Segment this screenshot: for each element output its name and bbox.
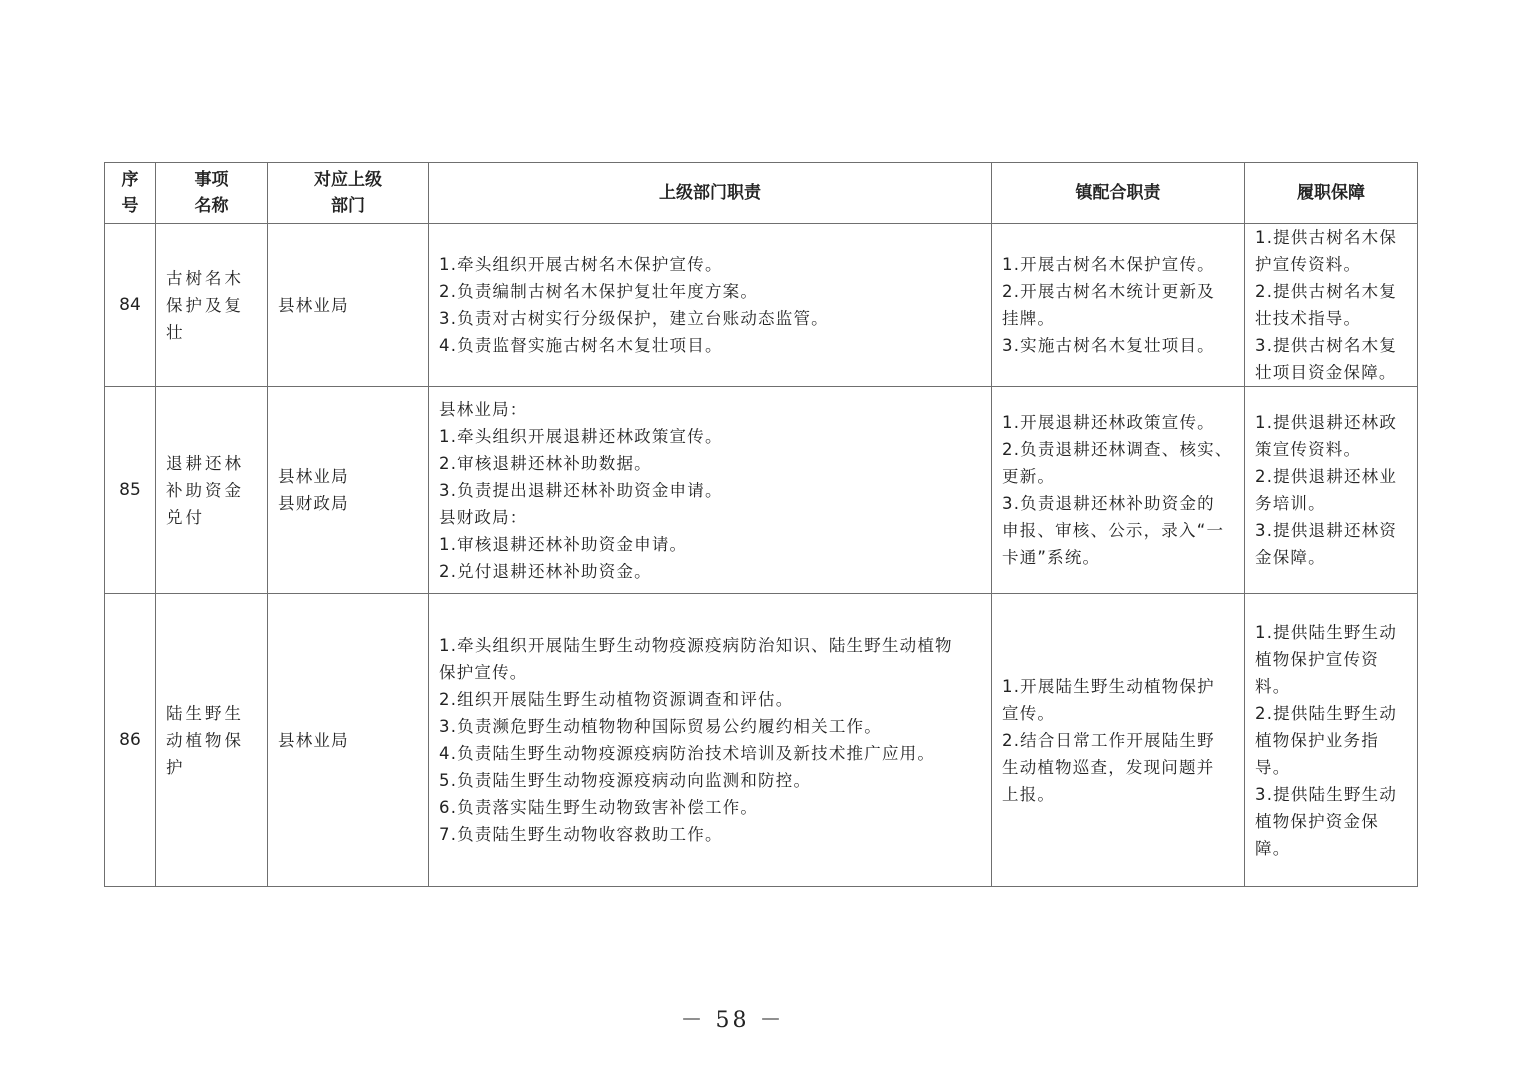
cell-line: 壮项目资金保障。 (1255, 363, 1397, 382)
cell-line: 1.开展退耕还林政策宣传。 (1002, 413, 1215, 432)
cell-line: 护宣传资料。 (1255, 255, 1362, 274)
cell-line: 3.实施古树名木复壮项目。 (1002, 336, 1215, 355)
cell-line: 宣传。 (1002, 703, 1056, 723)
cell-line: 障。 (1255, 838, 1291, 858)
cell-line: 县林业局 (278, 467, 349, 486)
cell-seq: 84 (105, 224, 156, 387)
cell-line: 申报、审核、公示，录入“一 (1002, 521, 1225, 540)
cell-item-name (156, 224, 268, 387)
cell-line: 1.提供退耕还林政 (1255, 413, 1398, 432)
cell-line: 2.提供陆生野生动 (1255, 703, 1398, 723)
cell-line: 保护宣传。 (439, 663, 528, 682)
table-row (105, 594, 1418, 887)
header-line: 部门 (331, 196, 365, 216)
cell-line: 5.负责陆生野生动物疫源疫病动向监测和防控。 (439, 771, 812, 790)
header-seq (105, 163, 156, 224)
cell-seq: 85 (105, 387, 156, 594)
header-line: 号 (121, 196, 139, 216)
cell-line: 4.负责监督实施古树名木复壮项目。 (439, 336, 723, 355)
cell-line: 陆生野生 (166, 703, 244, 723)
cell-line: 3.提供退耕还林资 (1255, 521, 1398, 540)
cell-line: 1.开展古树名木保护宣传。 (1002, 255, 1215, 274)
cell-town-duties (992, 387, 1245, 594)
header-upper-duties: 上级部门职责 (429, 163, 992, 224)
table-header-row (105, 163, 1418, 224)
cell-line: 金保障。 (1255, 548, 1326, 567)
cell-line: 策宣传资料。 (1255, 440, 1362, 459)
cell-town-duties (992, 224, 1245, 387)
table-row (105, 224, 1418, 387)
header-guarantee: 履职保障 (1245, 163, 1418, 224)
cell-line: 上报。 (1002, 784, 1056, 804)
cell-line: 3.提供古树名木复 (1255, 336, 1398, 355)
cell-item-name (156, 594, 268, 887)
cell-line: 1.开展陆生野生动植物保护 (1002, 676, 1215, 696)
cell-guarantee (1245, 594, 1418, 887)
cell-line: 保护及复 (166, 295, 244, 315)
cell-line: 1.提供古树名木保 (1255, 228, 1398, 247)
cell-line: 6.负责落实陆生野生动物致害补偿工作。 (439, 798, 759, 817)
cell-upper-duties (429, 594, 992, 887)
header-dept (268, 163, 429, 224)
page-number: － 58 － (680, 1008, 785, 1033)
cell-upper-duties (429, 387, 992, 594)
cell-line: 7.负责陆生野生动物收容救助工作。 (439, 825, 723, 844)
cell-line: 壮技术指导。 (1255, 309, 1362, 328)
cell-line: 3.提供陆生野生动 (1255, 784, 1398, 804)
cell-line: 1.牵头组织开展陆生野生动物疫源疫病防治知识、陆生野生动植物 (439, 636, 953, 655)
cell-line: 2.提供古树名木复 (1255, 282, 1398, 301)
header-town-duties: 镇配合职责 (992, 163, 1245, 224)
cell-line: 2.负责退耕还林调查、核实、 (1002, 440, 1233, 459)
cell-line: 3.负责提出退耕还林补助资金申请。 (439, 480, 723, 500)
cell-line: 1.牵头组织开展古树名木保护宣传。 (439, 255, 723, 274)
cell-line: 古树名木 (166, 268, 244, 288)
cell-line: 县财政局 (278, 494, 349, 513)
cell-line: 1.提供陆生野生动 (1255, 622, 1398, 642)
cell-line: 3.负责濒危野生动植物物种国际贸易公约履约相关工作。 (439, 717, 882, 736)
cell-line: 植物保护业务指 (1255, 730, 1379, 750)
cell-line: 导。 (1255, 757, 1291, 777)
header-line: 对应上级 (314, 170, 382, 190)
header-line: 事项 (194, 170, 229, 190)
cell-line: 卡通”系统。 (1002, 548, 1101, 567)
cell-line: 植物保护宣传资 (1255, 649, 1379, 669)
cell-line: 3.负责退耕还林补助资金的 (1002, 494, 1215, 513)
cell-guarantee (1245, 224, 1418, 387)
cell-line: 料。 (1255, 676, 1291, 696)
cell-line: 1.牵头组织开展退耕还林政策宣传。 (439, 426, 723, 446)
cell-line: 退耕还林 (166, 453, 244, 473)
cell-line: 2.组织开展陆生野生动植物资源调查和评估。 (439, 690, 794, 709)
cell-department (268, 594, 429, 887)
header-line: 名称 (194, 196, 229, 216)
cell-line: 动植物保 (166, 730, 244, 750)
cell-line: 更新。 (1002, 467, 1056, 486)
cell-department (268, 224, 429, 387)
cell-line: 3.负责对古树实行分级保护，建立台账动态监管。 (439, 309, 829, 328)
cell-line: 2.结合日常工作开展陆生野 (1002, 730, 1215, 750)
cell-item-name (156, 387, 268, 594)
header-line: 序 (121, 170, 139, 190)
cell-upper-duties (429, 224, 992, 387)
cell-line: 县财政局： (439, 507, 528, 527)
header-name (156, 163, 268, 224)
cell-guarantee (1245, 387, 1418, 594)
cell-line: 补助资金 (166, 480, 244, 500)
cell-line: 生动植物巡查，发现问题并 (1002, 757, 1215, 777)
cell-line: 2.提供退耕还林业 (1255, 467, 1398, 486)
cell-line: 4.负责陆生野生动物疫源疫病防治技术培训及新技术推广应用。 (439, 744, 936, 763)
table-row (105, 387, 1418, 594)
cell-seq: 86 (105, 594, 156, 887)
cell-line: 县林业局 (278, 730, 349, 750)
cell-department (268, 387, 429, 594)
cell-line: 2.审核退耕还林补助数据。 (439, 453, 652, 473)
cell-line: 2.负责编制古树名木保护复壮年度方案。 (439, 282, 759, 301)
cell-line: 县林业局 (278, 295, 349, 315)
cell-line: 2.兑付退耕还林补助资金。 (439, 561, 652, 581)
cell-line: 1.审核退耕还林补助资金申请。 (439, 534, 688, 554)
cell-line: 壮 (166, 322, 186, 342)
cell-line: 植物保护资金保 (1255, 811, 1379, 831)
cell-line: 务培训。 (1255, 494, 1326, 513)
cell-town-duties (992, 594, 1245, 887)
responsibility-table (104, 162, 1418, 887)
cell-line: 县林业局： (439, 399, 528, 419)
cell-line: 2.开展古树名木统计更新及 (1002, 282, 1215, 301)
cell-line: 护 (166, 757, 186, 777)
cell-line: 挂牌。 (1002, 309, 1056, 328)
cell-line: 兑付 (166, 507, 205, 527)
